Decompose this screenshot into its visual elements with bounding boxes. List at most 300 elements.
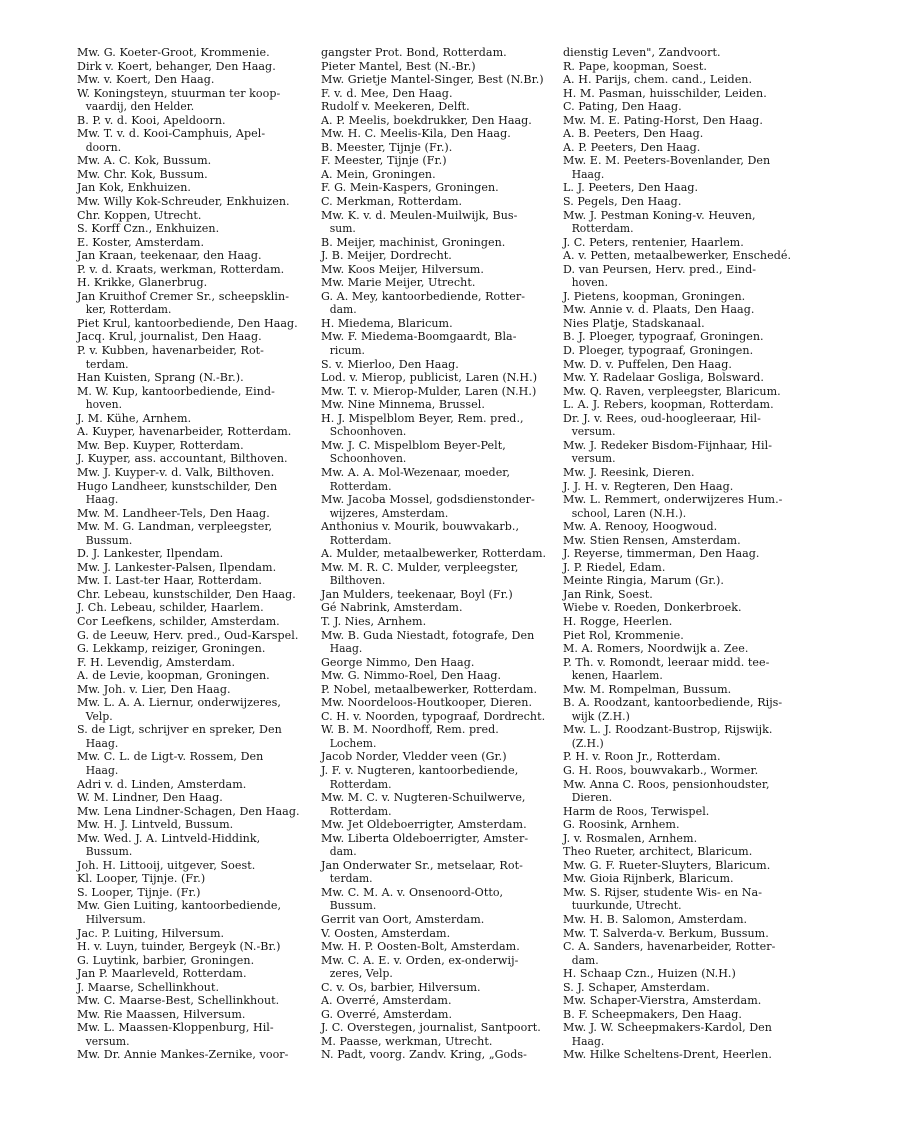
entry-line: Mw. L. A. A. Liernur, onderwijzeres, [77, 696, 281, 710]
entry-line: Rudolf v. Meekeren, Delft. [321, 100, 470, 114]
entry-continuation-line: Haag. [329, 642, 363, 656]
directory-entry [321, 940, 583, 954]
entry-line: Mw. Gioia Rijnberk, Blaricum. [563, 872, 734, 886]
entry-line: J. Maarse, Schellinkhout. [77, 980, 220, 994]
entry-line: C. A. Sanders, havenarbeider, Rotter- [563, 940, 776, 954]
directory-entry [321, 1008, 583, 1022]
directory-entry [563, 927, 825, 941]
entry-line: Mw. L. Maassen-Kloppenburg, Hil- [77, 1021, 274, 1035]
directory-entry [563, 574, 825, 588]
directory-entry [563, 1008, 825, 1022]
directory-entry [77, 791, 339, 805]
directory-entry [77, 127, 339, 154]
directory-entry [321, 60, 583, 74]
entry-continuation-line: tuurkunde, Utrecht. [571, 899, 682, 913]
directory-entry [563, 994, 825, 1008]
entry-line: M. W. Kup, kantoorbediende, Eind- [77, 384, 275, 398]
entry-line: Mw. H. P. Oosten-Bolt, Amsterdam. [321, 940, 520, 954]
directory-entry [77, 981, 339, 995]
entry-line: H. Miedema, Blaricum. [321, 316, 453, 330]
directory-entry [321, 601, 583, 615]
directory-entry [77, 561, 339, 575]
entry-line: Mw. J. C. Mispelblom Beyer-Pelt, [321, 438, 506, 452]
entry-line: Mw. Wed. J. A. Lintveld-Hiddink, [77, 831, 261, 845]
entry-line: Mw. Gien Luiting, kantoorbediende, [77, 899, 282, 913]
directory-entry [321, 1048, 583, 1062]
entry-line: dienstig Leven", Zandvoort. [563, 46, 721, 59]
entry-line: Mw. Schaper-Vierstra, Amsterdam. [563, 994, 762, 1008]
directory-entry [321, 412, 583, 439]
directory-entry [77, 547, 339, 561]
directory-entry [77, 60, 339, 74]
entry-line: Mw. Jacoba Mossel, godsdienstonder- [321, 493, 535, 507]
directory-entry [563, 845, 825, 859]
directory-entry [77, 87, 339, 114]
entry-line: Mw. Stien Rensen, Amsterdam. [563, 533, 741, 547]
entry-line: Piet Krul, kantoorbediende, Den Haag. [77, 316, 298, 330]
directory-entry [321, 832, 583, 859]
entry-line: Jan Rink, Soest. [563, 587, 653, 601]
entry-continuation-line: Haag. [571, 1034, 605, 1048]
entry-line: Mw. L. Remmert, onderwijzeres Hum.- [563, 493, 783, 507]
directory-entry [563, 385, 825, 399]
directory-entry [563, 561, 825, 575]
directory-entry [563, 195, 825, 209]
entry-continuation-line: versum. [571, 452, 616, 466]
entry-line: F. H. Levendig, Amsterdam. [77, 655, 236, 669]
entry-line: A. H. Parijs, chem. cand., Leiden. [563, 73, 753, 87]
directory-entry [77, 832, 339, 859]
entry-continuation-line: Bilthoven. [329, 574, 386, 588]
entry-line: W. B. M. Noordhoff, Rem. pred. [321, 723, 499, 737]
directory-entry [77, 872, 339, 886]
entry-line: Mw. J. W. Scheepmakers-Kardol, Den [563, 1021, 772, 1035]
directory-entry [321, 46, 583, 60]
entry-line: Chr. Lebeau, kunstschilder, Den Haag. [77, 587, 296, 601]
directory-entry [77, 994, 339, 1008]
directory-entry [77, 168, 339, 182]
directory-entry [563, 249, 825, 263]
directory-entry [77, 344, 339, 371]
entry-line: Mw. C. A. E. v. Orden, ex-onderwij- [321, 953, 519, 967]
directory-entry [77, 940, 339, 954]
directory-entry [563, 87, 825, 101]
entry-line: Mw. Marie Meijer, Utrecht. [321, 276, 476, 290]
directory-entry [563, 181, 825, 195]
entry-line: C. H. v. Noorden, typograaf, Dordrecht. [321, 709, 546, 723]
directory-entry [321, 330, 583, 357]
entry-line: Theo Rueter, architect, Blaricum. [563, 845, 753, 859]
entry-line: Mw. H. J. Lintveld, Bussum. [77, 818, 234, 832]
directory-entry [321, 181, 583, 195]
directory-entry [321, 561, 583, 588]
directory-entry [563, 154, 825, 181]
entry-line: Mw. L. J. Roodzant-Bustrop, Rijswijk. [563, 723, 773, 737]
entry-line: P. Th. v. Romondt, leeraar midd. tee- [563, 655, 770, 669]
entry-continuation-line: Bussum. [85, 845, 133, 859]
directory-entry [321, 656, 583, 670]
directory-entry [77, 263, 339, 277]
entry-line: Dr. J. v. Rees, oud-hoogleeraar, Hil- [563, 411, 761, 425]
entry-line: George Nimmo, Den Haag. [321, 655, 475, 669]
directory-entry [77, 330, 339, 344]
directory-entry [563, 480, 825, 494]
entry-line: Piet Rol, Krommenie. [563, 628, 684, 642]
directory-entry [77, 114, 339, 128]
entry-continuation-line: hoven. [85, 398, 123, 412]
entry-continuation-line: Haag. [85, 763, 119, 777]
directory-entry [321, 493, 583, 520]
entry-line: Mw. G. Koeter-Groot, Krommenie. [77, 46, 270, 59]
entry-line: P. Nobel, metaalbewerker, Rotterdam. [321, 682, 538, 696]
entry-line: N. Padt, voorg. Zandv. Kring, „Gods- [321, 1048, 527, 1062]
directory-entry [77, 154, 339, 168]
entry-line: F. G. Mein-Kaspers, Groningen. [321, 181, 499, 195]
directory-entry [77, 574, 339, 588]
directory-entry [321, 696, 583, 710]
directory-entry [563, 371, 825, 385]
entry-line: G. Luytink, barbier, Groningen. [77, 953, 255, 967]
entry-continuation-line: Rotterdam. [329, 533, 392, 547]
entry-line: G. H. Roos, bouwvakarb., Wormer. [563, 763, 759, 777]
entry-line: D. Ploeger, typograaf, Groningen. [563, 344, 754, 358]
entry-line: Han Kuisten, Sprang (N.-Br.). [77, 371, 244, 385]
directory-entry [77, 818, 339, 832]
directory-entry [77, 859, 339, 873]
directory-entry [321, 859, 583, 886]
entry-line: B. Meijer, machinist, Groningen. [321, 235, 506, 249]
entry-line: Jan P. Maarleveld, Rotterdam. [77, 967, 247, 981]
directory-entry [77, 425, 339, 439]
directory-entry [321, 669, 583, 683]
entry-continuation-line: Schoonhoven. [329, 425, 407, 439]
directory-entry [77, 683, 339, 697]
column-left [77, 46, 339, 1062]
entry-line: gangster Prot. Bond, Rotterdam. [321, 46, 507, 59]
entry-line: T. J. Nies, Arnhem. [321, 614, 427, 628]
directory-entry [77, 209, 339, 223]
directory-entry [563, 1021, 825, 1048]
entry-line: Mw. Willy Kok-Schreuder, Enkhuizen. [77, 195, 290, 209]
entry-line: P. v. Kubben, havenarbeider, Rot- [77, 344, 264, 358]
directory-entry [563, 683, 825, 697]
entry-line: E. Koster, Amsterdam. [77, 235, 205, 249]
entry-continuation-line: ricum. [329, 344, 366, 358]
directory-entry [563, 412, 825, 439]
entry-line: Mw. A. A. Mol-Wezenaar, moeder, [321, 465, 511, 479]
directory-entry [563, 60, 825, 74]
directory-entry [321, 290, 583, 317]
directory-entry [321, 127, 583, 141]
entry-line: Mw. Grietje Mantel-Singer, Best (N.Br.) [321, 73, 544, 87]
entry-continuation-line: dam. [329, 303, 357, 317]
directory-entry [321, 547, 583, 561]
directory-entry [563, 317, 825, 331]
directory-entry [563, 534, 825, 548]
directory-entry [563, 520, 825, 534]
directory-entry [77, 615, 339, 629]
directory-entry [321, 588, 583, 602]
directory-entry [77, 73, 339, 87]
directory-entry [563, 656, 825, 683]
directory-entry [321, 466, 583, 493]
entry-continuation-line: dam. [329, 845, 357, 859]
entry-line: S. de Ligt, schrijver en spreker, Den [77, 723, 282, 737]
column-middle [321, 46, 583, 1062]
directory-entry [563, 940, 825, 967]
directory-entry [563, 466, 825, 480]
entry-line: Mw. T. v. d. Kooi-Camphuis, Apel- [77, 127, 266, 141]
directory-entry [321, 276, 583, 290]
entry-line: J. C. Overstegen, journalist, Santpoort. [321, 1021, 541, 1035]
directory-entry [77, 520, 339, 547]
directory-entry [321, 913, 583, 927]
directory-entry [321, 615, 583, 629]
directory-entry [77, 899, 339, 926]
entry-line: P. v. d. Kraats, werkman, Rotterdam. [77, 262, 285, 276]
entry-line: Mw. M. C. v. Nugteren-Schuilwerve, [321, 791, 526, 805]
directory-entry [77, 750, 339, 777]
directory-entry [321, 791, 583, 818]
entry-line: J. Ch. Lebeau, schilder, Haarlem. [77, 601, 264, 615]
entry-line: Mw. Koos Meijer, Hilversum. [321, 262, 484, 276]
entry-line: G. Roosink, Arnhem. [563, 818, 680, 832]
entry-line: G. de Leeuw, Herv. pred., Oud-Karspel. [77, 628, 299, 642]
directory-entry [77, 466, 339, 480]
entry-line: Mw. M. Landheer-Tels, Den Haag. [77, 506, 270, 520]
entry-line: H. Rogge, Heerlen. [563, 614, 673, 628]
entry-line: Mw. v. Koert, Den Haag. [77, 73, 215, 87]
entry-line: Gerrit van Oort, Amsterdam. [321, 913, 485, 926]
directory-entry [77, 601, 339, 615]
directory-entry [321, 209, 583, 236]
directory-entry [563, 358, 825, 372]
directory-entry [321, 371, 583, 385]
directory-entry [77, 249, 339, 263]
entry-line: M. A. Romers, Noordwijk a. Zee. [563, 642, 749, 656]
directory-entry [77, 181, 339, 195]
directory-entry [563, 805, 825, 819]
entry-line: Joh. H. Littooij, uitgever, Soest. [77, 858, 256, 872]
directory-entry [321, 100, 583, 114]
directory-entry [77, 236, 339, 250]
entry-line: Mw. S. Rijser, studente Wis- en Na- [563, 885, 763, 899]
directory-entry [563, 832, 825, 846]
entry-line: Mw. Bep. Kuyper, Rotterdam. [77, 438, 244, 452]
directory-entry [321, 263, 583, 277]
entry-line: Mw. M. E. Pating-Horst, Den Haag. [563, 113, 763, 127]
entry-line: J. J. H. v. Regteren, Den Haag. [563, 479, 734, 493]
entry-line: Dirk v. Koert, behanger, Den Haag. [77, 59, 276, 73]
entry-line: Mw. Jet Oldeboerrigter, Amsterdam. [321, 818, 527, 832]
entry-line: S. Looper, Tijnje. (Fr.) [77, 885, 201, 899]
entry-line: S. Korff Czn., Enkhuizen. [77, 222, 220, 236]
entry-line: J. v. Rosmalen, Arnhem. [563, 831, 698, 845]
entry-line: Mw. F. Miedema-Boomgaardt, Bla- [321, 330, 517, 344]
entry-line: Mw. H. C. Meelis-Kila, Den Haag. [321, 127, 511, 141]
entry-line: Mw. Hilke Scheltens-Drent, Heerlen. [563, 1048, 772, 1062]
entry-line: Kl. Looper, Tijnje. (Fr.) [77, 872, 206, 886]
entry-line: H. v. Luyn, tuinder, Bergeyk (N.-Br.) [77, 940, 281, 954]
directory-entry [321, 1021, 583, 1035]
entry-line: J. M. Kühe, Arnhem. [77, 411, 192, 425]
entry-line: Hugo Landheer, kunstschilder, Den [77, 479, 278, 493]
entry-line: Cor Leefkens, schilder, Amsterdam. [77, 614, 280, 628]
directory-entry [77, 1048, 339, 1062]
directory-entry [77, 439, 339, 453]
entry-continuation-line: Bussum. [85, 533, 133, 547]
entry-continuation-line: versum. [85, 1034, 130, 1048]
directory-entry [321, 750, 583, 764]
entry-continuation-line: school, Laren (N.H.). [571, 506, 687, 520]
entry-line: Mw. B. Guda Niestadt, fotografe, Den [321, 628, 535, 642]
directory-entry [77, 385, 339, 412]
entry-line: L. J. Peeters, Den Haag. [563, 181, 699, 195]
directory-entry [563, 73, 825, 87]
column-right [563, 46, 825, 1062]
entry-line: A. Mein, Groningen. [321, 167, 436, 181]
directory-entry [77, 480, 339, 507]
entry-line: Mw. Lena Lindner-Schagen, Den Haag. [77, 804, 300, 818]
entry-line: Mw. Q. Raven, verpleegster, Blaricum. [563, 384, 781, 398]
entry-line: J. F. v. Nugteren, kantoorbediende, [321, 763, 519, 777]
entry-continuation-line: Rotterdam. [329, 777, 392, 791]
directory-entry [321, 385, 583, 399]
directory-entry [563, 330, 825, 344]
directory-entry [563, 114, 825, 128]
entry-line: D. J. Lankester, Ilpendam. [77, 547, 224, 561]
entry-line: R. Pape, koopman, Soest. [563, 59, 707, 73]
entry-line: P. H. v. Roon Jr., Rotterdam. [563, 750, 721, 764]
directory-entry [77, 696, 339, 723]
directory-entry [563, 344, 825, 358]
entry-line: J. B. Meijer, Dordrecht. [321, 249, 452, 263]
entry-continuation-line: Lochem. [329, 736, 377, 750]
directory-entry [77, 195, 339, 209]
entry-line: F. v. d. Mee, Den Haag. [321, 86, 453, 100]
entry-continuation-line: ker, Rotterdam. [85, 303, 172, 317]
entry-continuation-line: doorn. [85, 140, 122, 154]
entry-line: A. B. Peeters, Den Haag. [563, 127, 704, 141]
directory-entry [77, 1008, 339, 1022]
directory-entry [563, 967, 825, 981]
entry-line: M. Paasse, werkman, Utrecht. [321, 1034, 493, 1048]
directory-entry [563, 439, 825, 466]
directory-entry [77, 276, 339, 290]
entry-line: Mw. C. Maarse-Best, Schellinkhout. [77, 994, 280, 1008]
entry-line: Harm de Roos, Terwispel. [563, 804, 710, 818]
entry-line: J. P. Riedel, Edam. [563, 560, 666, 574]
directory-entry [563, 859, 825, 873]
entry-line: H. Krikke, Glanerbrug. [77, 276, 208, 290]
directory-entry [563, 398, 825, 412]
entry-line: Gé Nabrink, Amsterdam. [321, 601, 463, 615]
entry-line: Anthonius v. Mourik, bouwvakarb., [321, 520, 520, 534]
directory-entry [321, 927, 583, 941]
directory-entry [77, 927, 339, 941]
entry-line: J. Kuyper, ass. accountant, Bilthoven. [77, 452, 288, 466]
directory-entry [563, 290, 825, 304]
entry-line: Mw. J. Reesink, Dieren. [563, 465, 695, 479]
entry-continuation-line: Dieren. [571, 791, 613, 805]
directory-entry [321, 236, 583, 250]
directory-entry [563, 303, 825, 317]
directory-entry [321, 723, 583, 750]
directory-entry [563, 493, 825, 520]
entry-continuation-line: Haag. [571, 167, 605, 181]
entry-line: C. Merkman, Rotterdam. [321, 195, 463, 209]
directory-entry [563, 1048, 825, 1062]
entry-line: B. J. Ploeger, typograaf, Groningen. [563, 330, 764, 344]
entry-line: Mw. T. Salverda-v. Berkum, Bussum. [563, 926, 769, 940]
directory-entry [563, 127, 825, 141]
entry-continuation-line: hoven. [571, 276, 609, 290]
directory-entry [321, 168, 583, 182]
directory-entry [563, 547, 825, 561]
directory-entry [321, 439, 583, 466]
directory-entry [77, 588, 339, 602]
entry-line: Mw. M. R. C. Mulder, verpleegster, [321, 560, 519, 574]
entry-line: Chr. Koppen, Utrecht. [77, 208, 202, 222]
entry-line: J. Pietens, koopman, Groningen. [563, 289, 746, 303]
entry-continuation-line: Rotterdam. [329, 479, 392, 493]
entry-line: S. J. Schaper, Amsterdam. [563, 980, 710, 994]
entry-line: Wiebe v. Roeden, Donkerbroek. [563, 601, 742, 615]
entry-line: A. P. Peeters, Den Haag. [563, 140, 701, 154]
directory-entry [321, 629, 583, 656]
entry-line: H. Schaap Czn., Huizen (N.H.) [563, 967, 736, 981]
entry-line: G. Lekkamp, reiziger, Groningen. [77, 642, 266, 656]
entry-line: Mw. M. G. Landman, verpleegster, [77, 520, 273, 534]
entry-line: Mw. J. Redeker Bisdom-Fijnhaar, Hil- [563, 438, 773, 452]
directory-entry [563, 696, 825, 723]
entry-line: J. Reyerse, timmerman, Den Haag. [563, 547, 760, 561]
entry-line: D. van Peursen, Herv. pred., Eind- [563, 262, 757, 276]
entry-line: Mw. Chr. Kok, Bussum. [77, 167, 208, 181]
entry-continuation-line: Schoonhoven. [329, 452, 407, 466]
directory-entry [77, 371, 339, 385]
entry-line: Mw. H. B. Salomon, Amsterdam. [563, 913, 748, 926]
entry-line: A. de Levie, koopman, Groningen. [77, 669, 270, 683]
entry-line: Mw. Annie v. d. Plaats, Den Haag. [563, 303, 755, 317]
entry-line: Mw. Joh. v. Lier, Den Haag. [77, 682, 231, 696]
entry-line: Mw. J. Kuyper-v. d. Valk, Bilthoven. [77, 465, 275, 479]
directory-entry [563, 46, 825, 60]
entry-line: Mw. E. M. Peeters-Bovenlander, Den [563, 154, 771, 168]
entry-line: Mw. Nine Minnema, Brussel. [321, 398, 485, 412]
entry-continuation-line: zeres, Velp. [329, 967, 393, 981]
entry-line: H. M. Pasman, huisschilder, Leiden. [563, 86, 767, 100]
entry-line: C. Pating, Den Haag. [563, 100, 682, 114]
entry-line: Mw. M. Rompelman, Bussum. [563, 682, 732, 696]
directory-entry [563, 615, 825, 629]
entry-continuation-line: vaardij, den Helder. [85, 100, 195, 114]
entry-line: Mw. Dr. Annie Mankes-Zernike, voor- [77, 1048, 289, 1062]
entry-line: Mw. C. M. A. v. Onsenoord-Otto, [321, 885, 504, 899]
entry-line: V. Oosten, Amsterdam. [321, 926, 451, 940]
entry-continuation-line: Rotterdam. [571, 222, 634, 236]
entry-line: Jan Kruithof Cremer Sr., scheepsklin- [77, 289, 290, 303]
entry-line: Pieter Mantel, Best (N.-Br.) [321, 59, 476, 73]
directory-entry [321, 73, 583, 87]
entry-line: B. A. Roodzant, kantoorbediende, Rijs- [563, 696, 783, 710]
entry-line: A. P. Meelis, boekdrukker, Den Haag. [321, 113, 532, 127]
directory-entry [77, 669, 339, 683]
entry-line: F. Meester, Tijnje (Fr.) [321, 154, 447, 168]
entry-continuation-line: kenen, Haarlem. [571, 669, 663, 683]
directory-entry [321, 710, 583, 724]
entry-line: A. Mulder, metaalbewerker, Rotterdam. [321, 547, 547, 561]
